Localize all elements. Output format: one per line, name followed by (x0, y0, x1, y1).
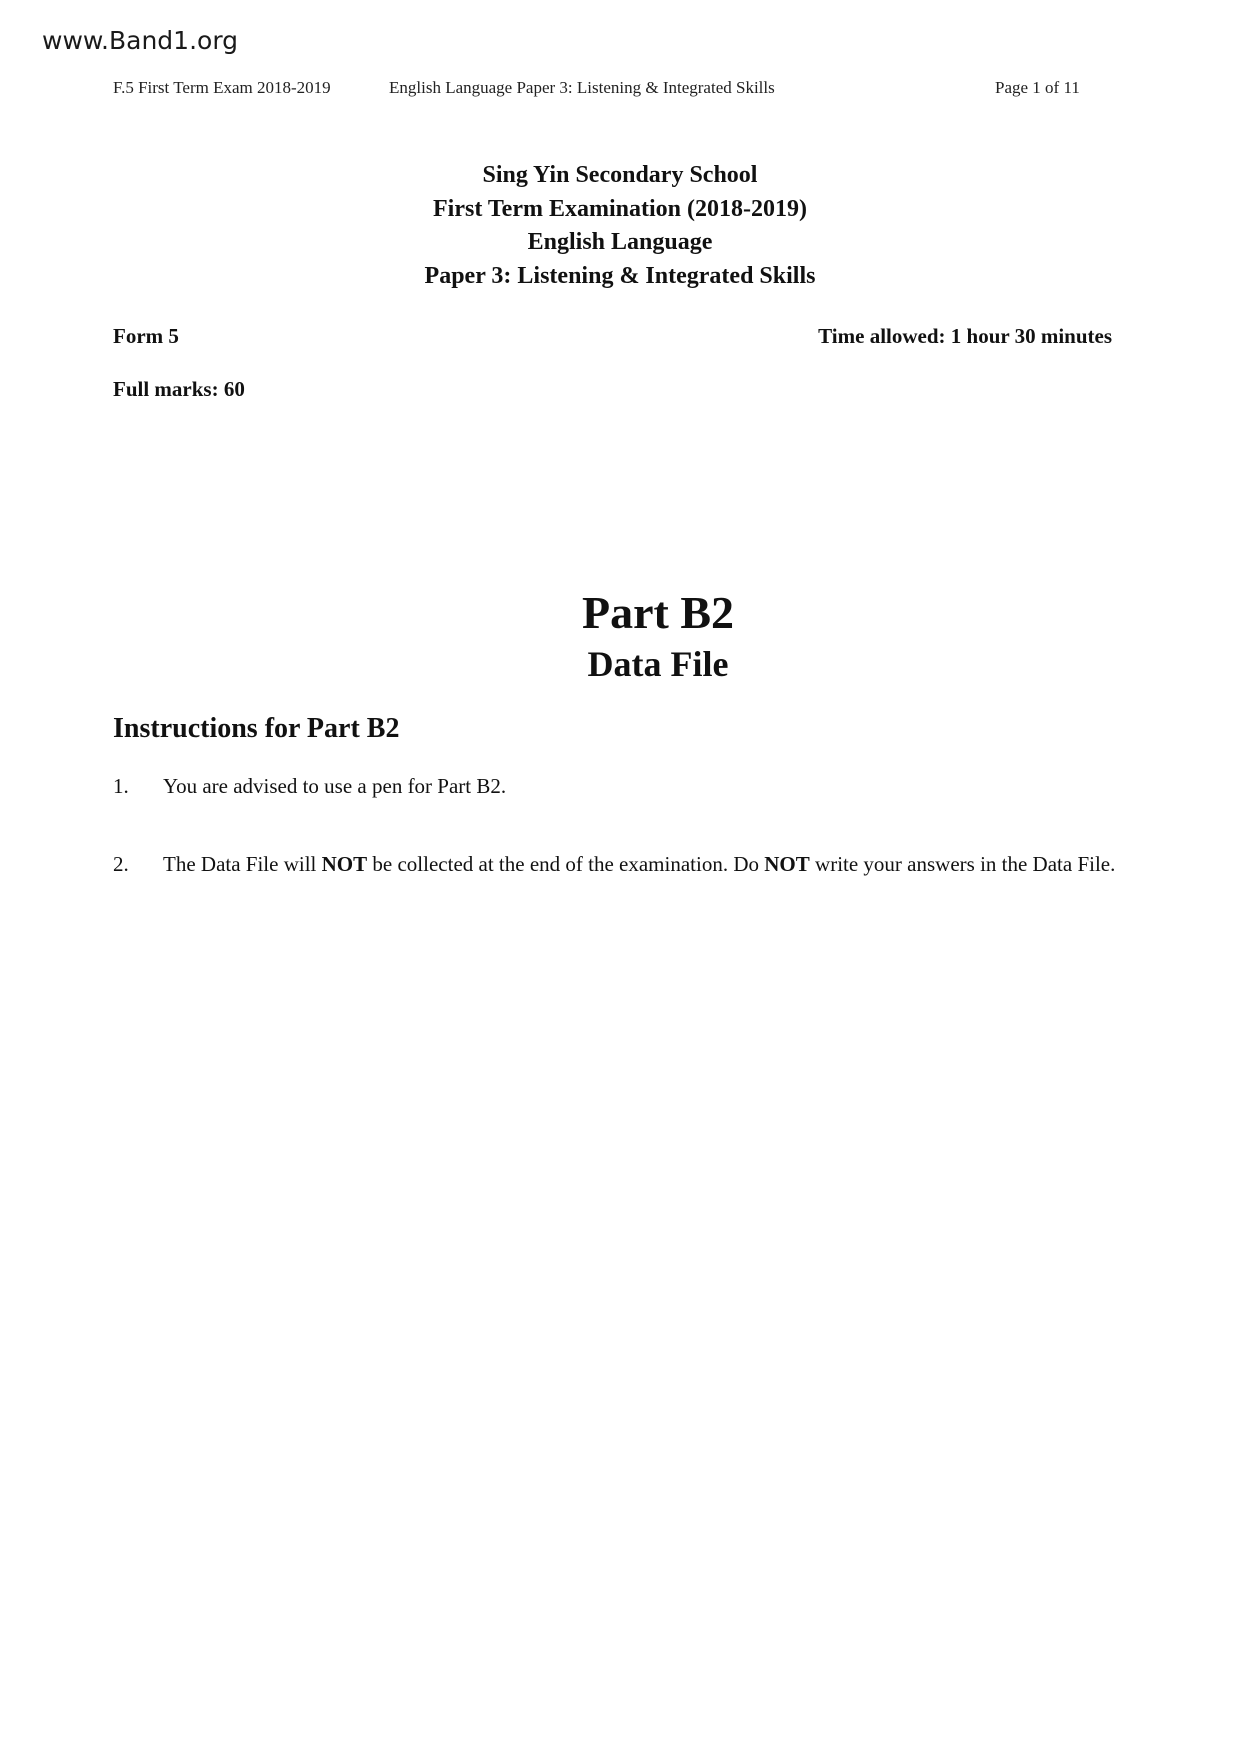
instruction-emphasis: NOT (764, 852, 810, 876)
title-block (0, 159, 1240, 293)
form-label: Form 5 (113, 324, 179, 348)
full-marks-label: Full marks: 60 (113, 377, 245, 401)
part-subtitle: Data File (587, 644, 729, 684)
instruction-text-part: be collected at the end of the examination. Do (367, 852, 765, 876)
subject-name: English Language (527, 229, 713, 255)
header-paper-label: English Language Paper 3: Listening & Integrated Skills (389, 78, 775, 97)
instruction-text (163, 838, 1133, 890)
instruction-item (113, 760, 1133, 812)
instruction-text-part: write your answers in the Data File. (809, 852, 1116, 876)
instruction-number: 2. (113, 852, 129, 876)
instruction-item (113, 838, 1133, 890)
instructions-heading: Instructions for Part B2 (113, 713, 400, 744)
header-page-number: Page 1 of 11 (995, 78, 1080, 97)
watermark-text: www.Band1.org (42, 26, 239, 55)
instruction-text-part: The Data File will (163, 852, 322, 876)
instruction-text: You are advised to use a pen for Part B2. (163, 774, 507, 798)
time-allowed-label: Time allowed: 1 hour 30 minutes (818, 324, 1112, 348)
exam-name: First Term Examination (2018-2019) (433, 195, 807, 222)
instruction-emphasis: NOT (321, 852, 368, 876)
instruction-number: 1. (113, 774, 129, 798)
part-title: Part B2 (581, 587, 734, 638)
paper-name: Paper 3: Listening & Integrated Skills (424, 262, 816, 289)
school-name: Sing Yin Secondary School (482, 162, 758, 188)
header-exam-label: F.5 First Term Exam 2018-2019 (113, 78, 331, 97)
